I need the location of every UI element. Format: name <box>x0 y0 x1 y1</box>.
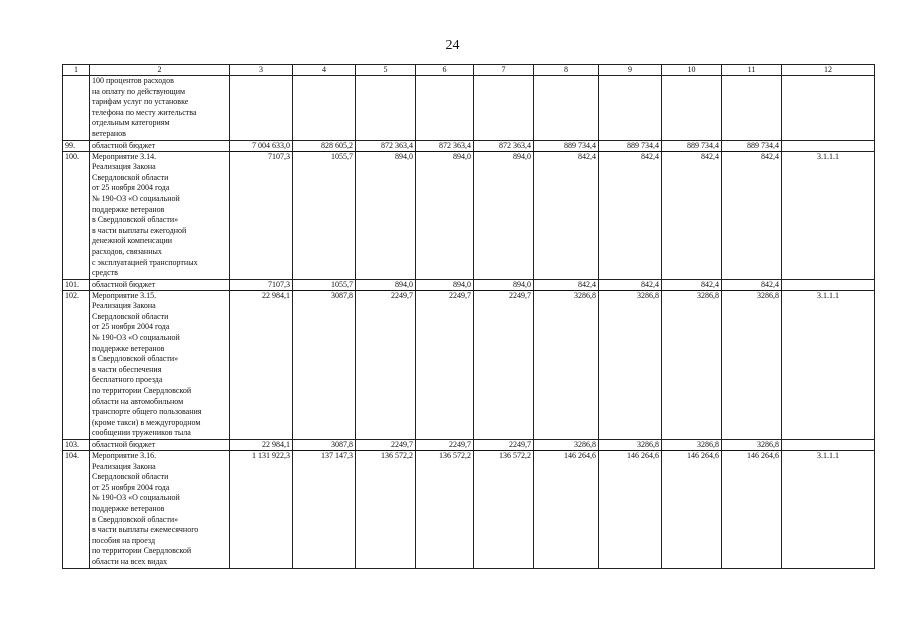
description-line: области на автомобильном <box>92 396 184 406</box>
description-line: в части обеспечения <box>92 364 162 374</box>
column-header-row <box>63 65 875 76</box>
description-line: в части выплаты ежегодной <box>92 225 187 235</box>
target-code <box>782 76 875 141</box>
column-header: 6 <box>416 65 474 76</box>
description-line: Свердловской области <box>92 311 169 321</box>
column-header: 5 <box>356 65 416 76</box>
budget-row <box>63 440 875 451</box>
value-cell: 889 734,4 <box>662 140 722 151</box>
row-number: 102. <box>63 290 90 439</box>
value-cell: 872 363,4 <box>356 140 416 151</box>
value-cell: 894,0 <box>356 279 416 290</box>
target-code: 3.1.1.1 <box>782 290 875 439</box>
value-cell: 7107,3 <box>230 279 293 290</box>
column-header: 11 <box>722 65 782 76</box>
value-cell: 842,4 <box>662 279 722 290</box>
row-description <box>90 76 230 141</box>
description-line: отдельным категориям <box>92 118 170 128</box>
value-cell: 842,4 <box>599 279 662 290</box>
value-cell: 894,0 <box>416 279 474 290</box>
description-line: денежной компенсации <box>92 236 173 246</box>
description-line: расходов, связанных <box>92 246 162 256</box>
target-code <box>782 140 875 151</box>
value-cell: 1 131 922,3 <box>230 451 293 569</box>
value-cell: 22 984,1 <box>230 440 293 451</box>
target-code <box>782 440 875 451</box>
value-cell: 872 363,4 <box>416 140 474 151</box>
budget-row <box>63 279 875 290</box>
measure-row <box>63 151 875 279</box>
description-line: телефона по месту жительства <box>92 107 197 117</box>
value-cell: 894,0 <box>474 151 534 279</box>
description-line: областной бюджет <box>92 279 156 289</box>
value-cell <box>662 76 722 141</box>
value-cell: 842,4 <box>599 151 662 279</box>
description-line: в Свердловской области» <box>92 215 179 225</box>
value-cell: 842,4 <box>662 151 722 279</box>
measure-row <box>63 76 875 141</box>
description-line: по территории Свердловской <box>92 386 192 396</box>
value-cell: 1055,7 <box>293 279 356 290</box>
measure-row <box>63 290 875 439</box>
row-number: 100. <box>63 151 90 279</box>
value-cell: 3087,8 <box>293 440 356 451</box>
value-cell: 889 734,4 <box>599 140 662 151</box>
description-line: Реализация Закона <box>92 162 156 172</box>
value-cell: 136 572,2 <box>356 451 416 569</box>
column-header: 8 <box>534 65 599 76</box>
value-cell: 7107,3 <box>230 151 293 279</box>
value-cell: 136 572,2 <box>416 451 474 569</box>
value-cell: 2249,7 <box>474 290 534 439</box>
row-number: 103. <box>63 440 90 451</box>
description-line: Мероприятие 3.15. <box>92 290 157 300</box>
description-line: поддержке ветеранов <box>92 343 165 353</box>
value-cell <box>722 76 782 141</box>
value-cell: 889 734,4 <box>534 140 599 151</box>
row-number: 101. <box>63 279 90 290</box>
description-line: ветеранов <box>92 128 126 138</box>
target-code: 3.1.1.1 <box>782 451 875 569</box>
column-header: 4 <box>293 65 356 76</box>
value-cell <box>356 76 416 141</box>
measure-row <box>63 451 875 569</box>
description-line: на оплату по действующим <box>92 86 186 96</box>
target-code <box>782 279 875 290</box>
budget-row <box>63 140 875 151</box>
description-line: областной бюджет <box>92 140 156 150</box>
description-line: пособия на проезд <box>92 535 156 545</box>
description-line: с эксплуатацией транспортных <box>92 257 198 267</box>
value-cell: 22 984,1 <box>230 290 293 439</box>
description-line: в части выплаты ежемесячного <box>92 525 199 535</box>
description-line: Мероприятие 3.14. <box>92 151 157 161</box>
value-cell <box>230 76 293 141</box>
row-number: 99. <box>63 140 90 151</box>
value-cell: 7 004 633,0 <box>230 140 293 151</box>
value-cell: 842,4 <box>534 151 599 279</box>
column-header: 1 <box>63 65 90 76</box>
value-cell: 3286,8 <box>722 290 782 439</box>
row-description <box>90 451 230 569</box>
column-header: 7 <box>474 65 534 76</box>
value-cell <box>474 76 534 141</box>
value-cell <box>534 76 599 141</box>
value-cell: 3286,8 <box>534 440 599 451</box>
value-cell <box>293 76 356 141</box>
description-line: областной бюджет <box>92 440 156 449</box>
description-line: Реализация Закона <box>92 301 156 311</box>
description-line: в Свердловской области» <box>92 354 179 364</box>
value-cell: 146 264,6 <box>662 451 722 569</box>
value-cell: 2249,7 <box>356 290 416 439</box>
value-cell: 2249,7 <box>474 440 534 451</box>
value-cell: 146 264,6 <box>534 451 599 569</box>
description-line: поддержке ветеранов <box>92 204 165 214</box>
target-code: 3.1.1.1 <box>782 151 875 279</box>
value-cell: 828 605,2 <box>293 140 356 151</box>
value-cell: 3286,8 <box>534 290 599 439</box>
value-cell: 872 363,4 <box>474 140 534 151</box>
description-line: 100 процентов расходов <box>92 76 174 85</box>
value-cell: 2249,7 <box>356 440 416 451</box>
value-cell <box>599 76 662 141</box>
description-line: Мероприятие 3.16. <box>92 451 157 460</box>
page-number: 24 <box>445 38 460 53</box>
description-line: (кроме такси) в междугородном <box>92 417 201 427</box>
value-cell: 842,4 <box>722 279 782 290</box>
value-cell: 2249,7 <box>416 290 474 439</box>
column-header: 12 <box>782 65 875 76</box>
row-description <box>90 279 230 290</box>
table-body <box>63 65 875 569</box>
row-number <box>63 76 90 141</box>
row-description <box>90 151 230 279</box>
description-line: по территории Свердловской <box>92 546 192 556</box>
description-line: области на всех видах <box>92 556 168 566</box>
description-line: бесплатного проезда <box>92 375 163 385</box>
description-line: тарифам услуг по установке <box>92 97 189 107</box>
row-description <box>90 140 230 151</box>
value-cell: 146 264,6 <box>722 451 782 569</box>
value-cell: 3286,8 <box>662 290 722 439</box>
value-cell: 842,4 <box>534 279 599 290</box>
value-cell <box>416 76 474 141</box>
description-line: сообщении тружеников тыла <box>92 428 191 438</box>
description-line: № 190-ОЗ «О социальной <box>92 333 180 343</box>
value-cell: 889 734,4 <box>722 140 782 151</box>
budget-table <box>62 64 875 569</box>
row-number: 104. <box>63 451 90 569</box>
column-header: 3 <box>230 65 293 76</box>
description-line: в Свердловской области» <box>92 514 179 524</box>
value-cell: 3087,8 <box>293 290 356 439</box>
description-line: № 190-ОЗ «О социальной <box>92 193 180 203</box>
description-line: Реализация Закона <box>92 461 156 471</box>
description-line: Свердловской области <box>92 172 169 182</box>
description-line: № 190-ОЗ «О социальной <box>92 493 180 503</box>
row-description <box>90 290 230 439</box>
description-line: от 25 ноября 2004 года <box>92 322 170 332</box>
value-cell: 3286,8 <box>722 440 782 451</box>
value-cell: 146 264,6 <box>599 451 662 569</box>
value-cell: 842,4 <box>722 151 782 279</box>
description-line: от 25 ноября 2004 года <box>92 183 170 193</box>
description-line: поддержке ветеранов <box>92 503 165 513</box>
value-cell: 137 147,3 <box>293 451 356 569</box>
description-line: транспорте общего пользования <box>92 407 202 417</box>
value-cell: 136 572,2 <box>474 451 534 569</box>
value-cell: 3286,8 <box>662 440 722 451</box>
value-cell: 894,0 <box>474 279 534 290</box>
value-cell: 1055,7 <box>293 151 356 279</box>
value-cell: 2249,7 <box>416 440 474 451</box>
description-line: средств <box>92 268 118 278</box>
value-cell: 894,0 <box>416 151 474 279</box>
value-cell: 3286,8 <box>599 440 662 451</box>
description-line: от 25 ноября 2004 года <box>92 482 170 492</box>
column-header: 2 <box>90 65 230 76</box>
row-description <box>90 440 230 451</box>
column-header: 9 <box>599 65 662 76</box>
column-header: 10 <box>662 65 722 76</box>
description-line: Свердловской области <box>92 472 169 482</box>
value-cell: 3286,8 <box>599 290 662 439</box>
value-cell: 894,0 <box>356 151 416 279</box>
